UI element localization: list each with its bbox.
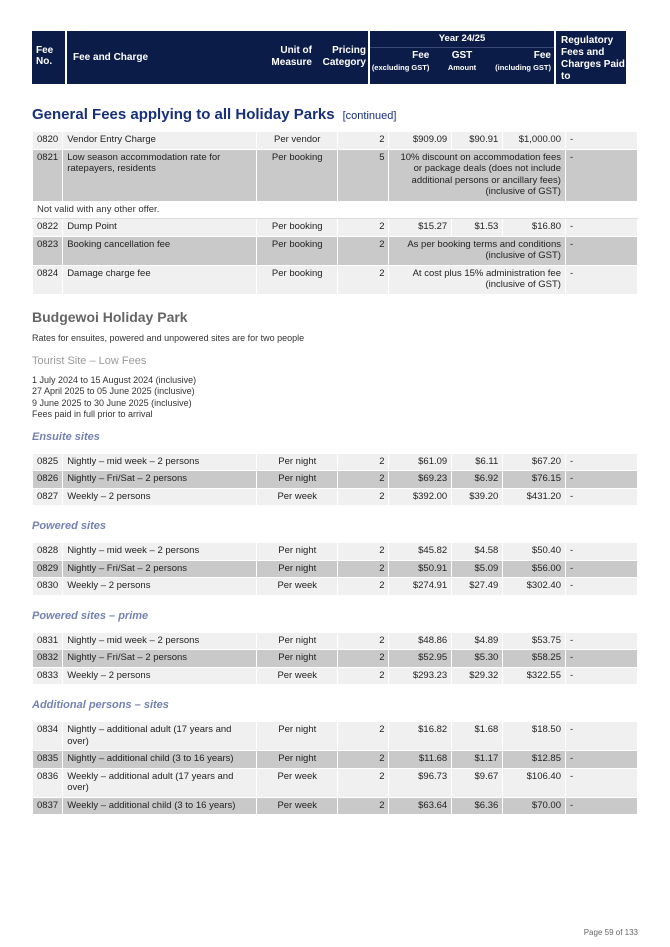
pricing-category: 2 (338, 650, 389, 668)
section-fees-table (32, 721, 638, 815)
fee-number: 0821 (33, 149, 63, 201)
unit-of-measure: Per booking (257, 236, 338, 265)
general-fees-title: General Fees applying to all Holiday Parks [continued] (32, 106, 397, 123)
fee-excl-gst: $48.86 (389, 632, 452, 650)
fee-span-text: 10% discount on accommodation fees or package deals (does not include additional persons or ancillary fees) (inclusive of GST) (389, 149, 566, 201)
season-date-line: 9 June 2025 to 30 June 2025 (inclusive) (32, 397, 192, 408)
regulatory-paid-to: - (565, 236, 637, 265)
table-row (33, 560, 638, 578)
regulatory-paid-to: - (565, 219, 637, 237)
fee-number: 0836 (33, 768, 63, 797)
section-heading: Ensuite sites (32, 430, 100, 443)
fee-excl-gst: $69.23 (389, 471, 452, 489)
section-fees-table (32, 632, 638, 686)
table-row (33, 453, 638, 471)
table-row (33, 578, 638, 596)
regulatory-paid-to: - (565, 632, 637, 650)
park-title: Budgewoi Holiday Park (32, 308, 188, 325)
unit-of-measure: Per night (257, 632, 338, 650)
regulatory-paid-to: - (565, 453, 637, 471)
fee-description: Nightly – additional child (3 to 16 years) (63, 751, 257, 769)
header-fee-and-charge: Fee and Charge (67, 31, 242, 84)
header-year-group (370, 31, 554, 84)
gst-amount: $5.30 (452, 650, 503, 668)
unit-of-measure: Per booking (257, 149, 338, 201)
fees-page (32, 31, 638, 829)
fee-excl-gst: $96.73 (389, 768, 452, 797)
fee-excl-gst: $45.82 (389, 543, 452, 561)
fee-description: Vendor Entry Charge (63, 132, 257, 150)
fee-description: Nightly – mid week – 2 persons (63, 543, 257, 561)
unit-of-measure: Per night (257, 471, 338, 489)
gst-amount: $9.67 (452, 768, 503, 797)
pricing-category: 2 (338, 751, 389, 769)
tourist-site-heading: Tourist Site – Low Fees (32, 354, 147, 367)
pricing-category: 2 (338, 453, 389, 471)
unit-of-measure: Per night (257, 650, 338, 668)
fee-number: 0824 (33, 265, 63, 294)
unit-of-measure: Per night (257, 751, 338, 769)
fee-span-text: At cost plus 15% administration fee (inclusive of GST) (389, 265, 566, 294)
fee-incl-gst: $50.40 (503, 543, 566, 561)
pricing-category: 2 (338, 768, 389, 797)
unit-of-measure: Per vendor (257, 132, 338, 150)
fee-number: 0833 (33, 667, 63, 685)
header-pricing-category: Pricing Category (316, 31, 368, 84)
unit-of-measure: Per night (257, 722, 338, 751)
gst-amount: $6.92 (452, 471, 503, 489)
fee-description: Nightly – mid week – 2 persons (63, 453, 257, 471)
fee-excl-gst: $16.82 (389, 722, 452, 751)
pricing-category: 2 (338, 560, 389, 578)
regulatory-paid-to: - (565, 132, 637, 150)
fee-description: Weekly – 2 persons (63, 667, 257, 685)
gst-amount: $27.49 (452, 578, 503, 596)
site-sections (32, 431, 638, 816)
fee-excl-gst: $50.91 (389, 560, 452, 578)
regulatory-paid-to: - (565, 768, 637, 797)
fee-excl-gst: $293.23 (389, 667, 452, 685)
regulatory-paid-to: - (565, 488, 637, 506)
pricing-category: 2 (338, 265, 389, 294)
regulatory-paid-to: - (565, 543, 637, 561)
fee-excl-gst: $15.27 (389, 219, 452, 237)
pricing-category: 2 (338, 722, 389, 751)
season-date-line: 1 July 2024 to 15 August 2024 (inclusive) (32, 374, 197, 385)
gst-amount: $4.58 (452, 543, 503, 561)
gst-amount: $5.09 (452, 560, 503, 578)
fee-number: 0825 (33, 453, 63, 471)
pricing-category: 2 (338, 543, 389, 561)
pricing-category: 2 (338, 132, 389, 150)
fee-description: Nightly – additional adult (17 years and over) (63, 722, 257, 751)
fee-incl-gst: $302.40 (503, 578, 566, 596)
header-regulatory: Regulatory Fees and Charges Paid to (556, 31, 626, 84)
table-row (33, 265, 638, 294)
table-note: Not valid with any other offer. (33, 201, 638, 219)
fee-description: Nightly – Fri/Sat – 2 persons (63, 471, 257, 489)
general-fees-table (32, 131, 638, 295)
regulatory-paid-to: - (565, 797, 637, 815)
gst-amount: $1.53 (452, 219, 503, 237)
fee-description: Weekly – additional adult (17 years and over) (63, 768, 257, 797)
fee-description: Nightly – mid week – 2 persons (63, 632, 257, 650)
fee-excl-gst: $392.00 (389, 488, 452, 506)
section-heading: Powered sites – prime (32, 609, 149, 622)
table-row (33, 543, 638, 561)
fee-description: Low season accommodation rate for ratepayers, residents (63, 149, 257, 201)
fee-excl-gst: $909.09 (389, 132, 452, 150)
section-fees-table (32, 542, 638, 596)
section-heading: Additional persons – sites (32, 699, 169, 711)
fee-incl-gst: $1,000.00 (503, 132, 566, 150)
fee-incl-gst: $70.00 (503, 797, 566, 815)
table-row (33, 632, 638, 650)
fee-incl-gst: $56.00 (503, 560, 566, 578)
gst-amount: $1.17 (452, 751, 503, 769)
table-row (33, 722, 638, 751)
park-intro: Rates for ensuites, powered and unpowered sites are for two people (32, 332, 305, 343)
fee-incl-gst: $322.55 (503, 667, 566, 685)
season-dates (32, 375, 638, 421)
fee-description: Damage charge fee (63, 265, 257, 294)
season-date-line: 27 April 2025 to 05 June 2025 (inclusive) (32, 386, 195, 396)
fee-number: 0835 (33, 751, 63, 769)
unit-of-measure: Per week (257, 768, 338, 797)
fee-incl-gst: $76.15 (503, 471, 566, 489)
fee-number: 0823 (33, 236, 63, 265)
gst-amount: $90.91 (452, 132, 503, 150)
table-row (33, 751, 638, 769)
regulatory-paid-to: - (565, 560, 637, 578)
table-row (33, 149, 638, 201)
fee-excl-gst: $274.91 (389, 578, 452, 596)
unit-of-measure: Per booking (257, 219, 338, 237)
fee-number: 0828 (33, 543, 63, 561)
fee-number: 0830 (33, 578, 63, 596)
table-row (33, 236, 638, 265)
header-fee-excl: Fee (excluding GST) (371, 50, 430, 72)
table-row (33, 768, 638, 797)
regulatory-paid-to: - (565, 265, 637, 294)
gst-amount: $6.11 (452, 453, 503, 471)
unit-of-measure: Per week (257, 578, 338, 596)
fee-number: 0834 (33, 722, 63, 751)
section-heading: Powered sites (32, 520, 106, 532)
fee-number: 0820 (33, 132, 63, 150)
fee-excl-gst: $63.64 (389, 797, 452, 815)
fee-description: Weekly – additional child (3 to 16 years) (63, 797, 257, 815)
regulatory-paid-to: - (565, 722, 637, 751)
fee-number: 0831 (33, 632, 63, 650)
header-fee-incl: Fee (including GST) (495, 50, 551, 72)
page-number: Page 59 of 133 (583, 928, 638, 937)
gst-amount: $4.89 (452, 632, 503, 650)
table-row (33, 797, 638, 815)
fee-incl-gst: $431.20 (503, 488, 566, 506)
header-year: Year 24/25 (370, 31, 554, 48)
fee-description: Weekly – 2 persons (63, 488, 257, 506)
unit-of-measure: Per week (257, 488, 338, 506)
gst-amount: $6.36 (452, 797, 503, 815)
pricing-category: 2 (338, 488, 389, 506)
unit-of-measure: Per week (257, 667, 338, 685)
fee-description: Booking cancellation fee (63, 236, 257, 265)
pricing-category: 2 (338, 667, 389, 685)
table-row (33, 650, 638, 668)
regulatory-paid-to: - (565, 667, 637, 685)
pricing-category: 2 (338, 471, 389, 489)
regulatory-paid-to: - (565, 751, 637, 769)
pricing-category: 2 (338, 797, 389, 815)
unit-of-measure: Per night (257, 560, 338, 578)
fee-excl-gst: $52.95 (389, 650, 452, 668)
unit-of-measure: Per night (257, 543, 338, 561)
fee-span-text: As per booking terms and conditions (inclusive of GST) (389, 236, 566, 265)
pricing-category: 5 (338, 149, 389, 201)
fee-number: 0826 (33, 471, 63, 489)
table-row (33, 132, 638, 150)
header-gst: GST Amount (447, 50, 477, 72)
fee-incl-gst: $53.75 (503, 632, 566, 650)
table-row (33, 667, 638, 685)
gst-amount: $29.32 (452, 667, 503, 685)
fee-incl-gst: $67.20 (503, 453, 566, 471)
table-row (33, 488, 638, 506)
fee-number: 0837 (33, 797, 63, 815)
unit-of-measure: Per week (257, 797, 338, 815)
unit-of-measure: Per night (257, 453, 338, 471)
table-note-row (33, 201, 638, 219)
pricing-category: 2 (338, 219, 389, 237)
fee-incl-gst: $12.85 (503, 751, 566, 769)
fee-incl-gst: $18.50 (503, 722, 566, 751)
fee-excl-gst: $11.68 (389, 751, 452, 769)
gst-amount: $1.68 (452, 722, 503, 751)
table-row (33, 471, 638, 489)
fee-incl-gst: $106.40 (503, 768, 566, 797)
regulatory-paid-to: - (565, 149, 637, 201)
fee-number: 0829 (33, 560, 63, 578)
table-header-band (32, 31, 638, 84)
fee-incl-gst: $16.80 (503, 219, 566, 237)
pricing-category: 2 (338, 578, 389, 596)
fee-description: Nightly – Fri/Sat – 2 persons (63, 560, 257, 578)
fee-excl-gst: $61.09 (389, 453, 452, 471)
pricing-category: 2 (338, 632, 389, 650)
unit-of-measure: Per booking (257, 265, 338, 294)
gst-amount: $39.20 (452, 488, 503, 506)
section-fees-table (32, 453, 638, 507)
fee-description: Weekly – 2 persons (63, 578, 257, 596)
regulatory-paid-to: - (565, 578, 637, 596)
table-row (33, 219, 638, 237)
fee-number: 0832 (33, 650, 63, 668)
pricing-category: 2 (338, 236, 389, 265)
continued-label: [continued] (342, 110, 397, 122)
fee-description: Nightly – Fri/Sat – 2 persons (63, 650, 257, 668)
regulatory-paid-to: - (565, 650, 637, 668)
fee-number: 0822 (33, 219, 63, 237)
regulatory-paid-to: - (565, 471, 637, 489)
fee-number: 0827 (33, 488, 63, 506)
header-fee-no: Fee No. (32, 31, 65, 84)
header-unit-of-measure: Unit of Measure (242, 31, 316, 84)
fee-description: Dump Point (63, 219, 257, 237)
fee-incl-gst: $58.25 (503, 650, 566, 668)
season-date-line: Fees paid in full prior to arrival (32, 409, 153, 419)
